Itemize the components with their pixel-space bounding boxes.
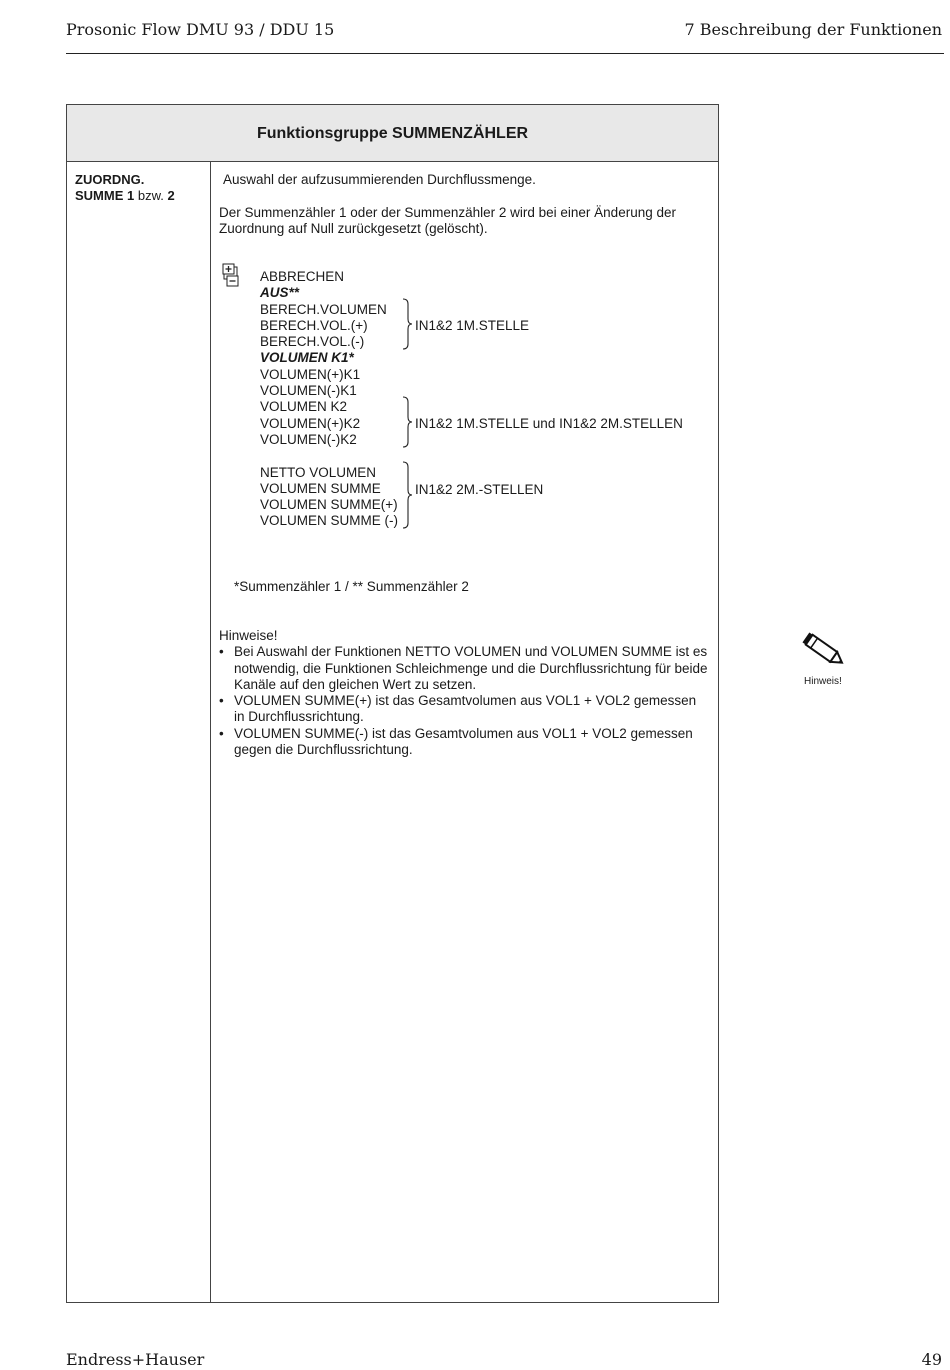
header-document-title: Prosonic Flow DMU 93 / DDU 15: [66, 20, 335, 39]
brace-label-2: IN1&2 1M.STELLE und IN1&2 2M.STELLEN: [415, 416, 683, 431]
note-text: Bei Auswahl der Funktionen NETTO VOLUMEN und VOLUMEN SUMME ist es notwendig, die Funktionen Schleichmenge und die Durchflussrichtung für beide Kanäle auf den gleichen Wert zu setzen.: [234, 644, 708, 692]
header-section-title: 7 Beschreibung der Funktionen: [684, 20, 942, 39]
option-item: VOLUMEN K2: [260, 399, 348, 415]
bullet: •: [219, 693, 224, 709]
description-selection: Auswahl der aufzusummierenden Durchflussmenge.: [223, 172, 536, 187]
function-name-bold2: 2: [167, 188, 175, 203]
option-item-default-2: AUS**: [260, 285, 300, 301]
notes-title: Hinweise!: [219, 628, 278, 643]
brace-icon: [401, 461, 413, 529]
page-number: 49: [921, 1350, 942, 1369]
hinweis-label: Hinweis!: [804, 676, 842, 687]
option-item: VOLUMEN SUMME (-): [260, 513, 398, 529]
header-rule: [66, 53, 944, 54]
note-item: [219, 726, 709, 759]
table-header: [67, 105, 718, 162]
option-item: VOLUMEN(-)K1: [260, 383, 357, 399]
footer-brand: Endress+Hauser: [66, 1350, 205, 1369]
table-title: Funktionsgruppe SUMMENZÄHLER: [256, 125, 529, 142]
function-name-mid: bzw.: [134, 188, 168, 203]
brace-icon: [401, 298, 413, 350]
option-list: [260, 269, 398, 530]
brace-label-1: IN1&2 1M.STELLE: [415, 318, 530, 333]
function-name-line1: ZUORDNG.: [75, 172, 145, 187]
column-divider: [210, 161, 211, 1302]
option-item-default-1: VOLUMEN K1*: [260, 350, 354, 366]
option-item: VOLUMEN(-)K2: [260, 431, 357, 447]
brace-icon: [401, 396, 413, 448]
option-item: BERECH.VOL.(+): [260, 317, 368, 333]
option-item: NETTO VOLUMEN: [260, 464, 377, 480]
footnote: *Summenzähler 1 / ** Summenzähler 2: [234, 579, 469, 594]
function-name: [75, 172, 175, 204]
note-item: [219, 644, 709, 693]
option-item: VOLUMEN SUMME: [260, 480, 381, 496]
notes-section: [219, 628, 709, 758]
pencil-note-icon: [799, 632, 851, 674]
option-item: BERECH.VOL.(-): [260, 334, 365, 350]
function-table: [66, 104, 719, 1303]
option-gap: [260, 448, 398, 464]
note-text: VOLUMEN SUMME(-) ist das Gesamtvolumen aus VOL1 + VOL2 gemessen gegen die Durchflussrichtung.: [234, 725, 693, 758]
option-item: ABBRECHEN: [260, 269, 345, 284]
bullet: •: [219, 725, 224, 741]
option-item: VOLUMEN(+)K1: [260, 366, 361, 382]
option-item: VOLUMEN SUMME(+): [260, 497, 398, 513]
note-item: [219, 693, 709, 726]
option-item: VOLUMEN(+)K2: [260, 415, 361, 431]
description-reset: Der Summenzähler 1 oder der Summenzähler 2 wird bei einer Änderung der Zuordnung auf Null zurückgesetzt (gelöscht).: [219, 205, 676, 237]
function-name-bold1: SUMME 1: [75, 188, 135, 203]
note-text: VOLUMEN SUMME(+) ist das Gesamtvolumen aus VOL1 + VOL2 gemessen in Durchflussrichtung.: [234, 693, 697, 725]
bullet: •: [219, 644, 224, 660]
option-item: BERECH.VOLUMEN: [260, 301, 387, 317]
plus-minus-keys-icon: [222, 263, 240, 289]
brace-label-3: IN1&2 2M.-STELLEN: [415, 482, 544, 497]
